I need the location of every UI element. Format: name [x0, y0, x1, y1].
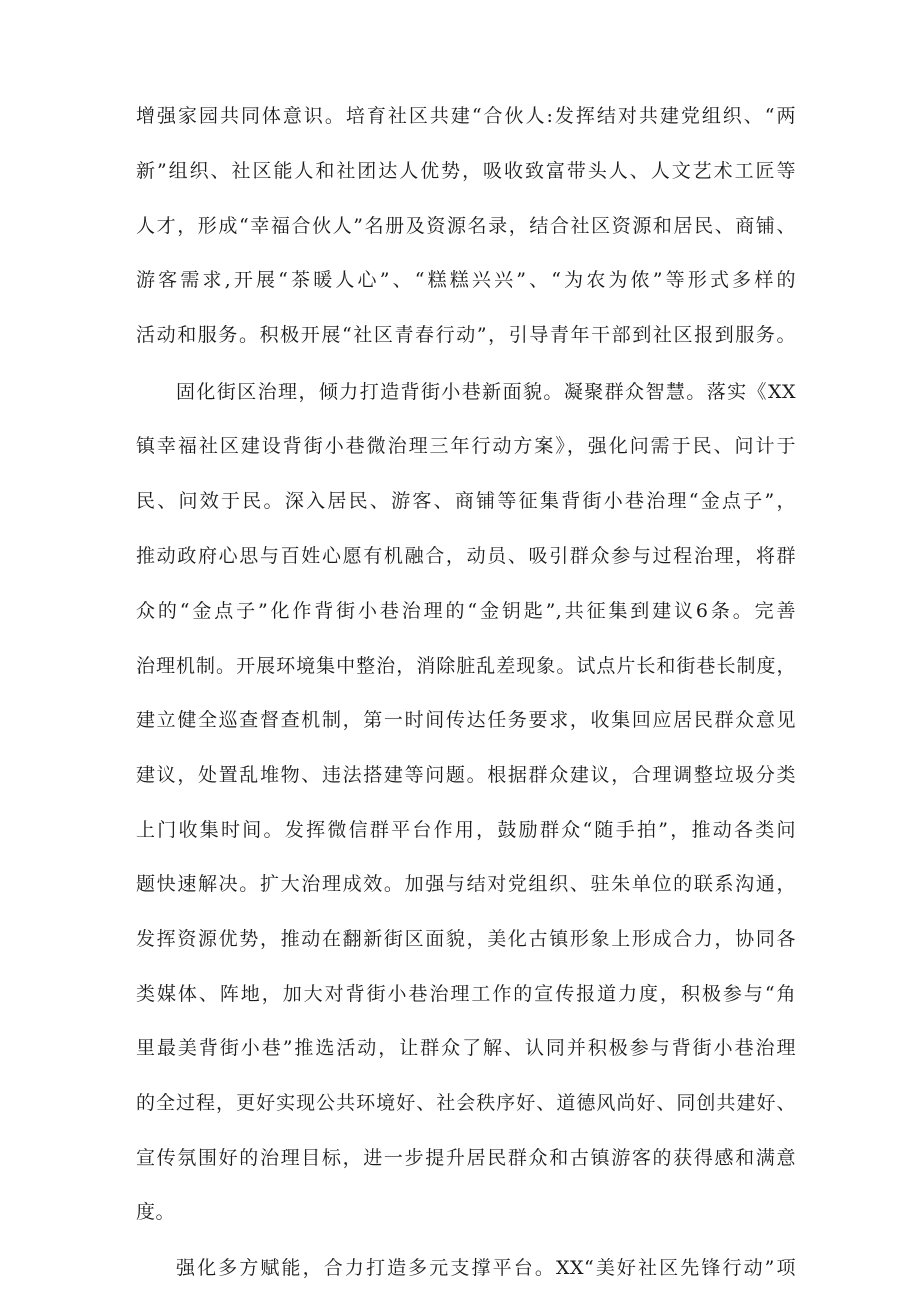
paragraph-line: 建议，处置乱堆物、违法搭建等问题。根据群众建议，合理调整垃圾分类 [136, 764, 796, 786]
paragraph-line: 人才，形成“幸福合伙人”名册及资源名录，结合社区资源和居民、商铺、 [136, 215, 796, 237]
paragraph-line: 里最美背街小巷”推选活动，让群众了解、认同并积极参与背街小巷治理 [136, 1037, 796, 1059]
paragraph-line: 增强家园共同体意识。培育社区共建“合伙人:发挥结对共建党组织、“两 [136, 105, 796, 127]
paragraph-line: 发挥资源优势，推动在翻新街区面貌，美化古镇形象上形成合力，协同各 [136, 928, 796, 950]
paragraph-line: 镇幸福社区建设背街小巷微治理三年行动方案》，强化问需于民、问计于 [136, 435, 796, 457]
paragraph-line: 的全过程，更好实现公共环境好、社会秩序好、道德风尚好、同创共建好、 [136, 1092, 796, 1114]
paragraph-line: 固化街区治理，倾力打造背街小巷新面貌。凝聚群众智慧。落实《XX [176, 381, 796, 403]
paragraph-line: 度。 [136, 1201, 176, 1223]
paragraph-line: 活动和服务。积极开展“社区青春行动”，引导青年干部到社区报到服务。 [136, 324, 796, 346]
paragraph-line: 上门收集时间。发挥微信群平台作用，鼓励群众“随手拍”，推动各类问 [136, 819, 796, 841]
paragraph-line: 推动政府心思与百姓心愿有机融合，动员、吸引群众参与过程治理，将群 [136, 545, 796, 567]
paragraph-line: 民、问效于民。深入居民、游客、商铺等征集背街小巷治理“金点子”， [136, 490, 796, 512]
paragraph-line: 新”组织、社区能人和社团达人优势，吸收致富带头人、人文艺术工匠等 [136, 160, 796, 182]
paragraph-line: 题快速解决。扩大治理成效。加强与结对党组织、驻朱单位的联系沟通， [136, 873, 796, 895]
paragraph-line: 强化多方赋能，合力打造多元支撑平台。XX“美好社区先锋行动”项 [176, 1257, 796, 1279]
paragraph-line: 类媒体、阵地，加大对背街小巷治理工作的宣传报道力度，积极参与“角 [136, 983, 796, 1005]
paragraph-line: 游客需求,开展“茶暖人心”、“糕糕兴兴”、“为农为侬”等形式多样的 [136, 269, 796, 291]
paragraph-line: 众的“金点子”化作背街小巷治理的“金钥匙”,共征集到建议6条。完善 [136, 600, 796, 622]
paragraph-line: 宣传氛围好的治理目标，进一步提升居民群众和古镇游客的获得感和满意 [136, 1147, 796, 1169]
paragraph-line: 治理机制。开展环境集中整治，消除脏乱差现象。试点片长和街巷长制度， [136, 655, 796, 677]
paragraph-line: 建立健全巡查督查机制，第一时间传达任务要求，收集回应居民群众意见 [136, 709, 796, 731]
